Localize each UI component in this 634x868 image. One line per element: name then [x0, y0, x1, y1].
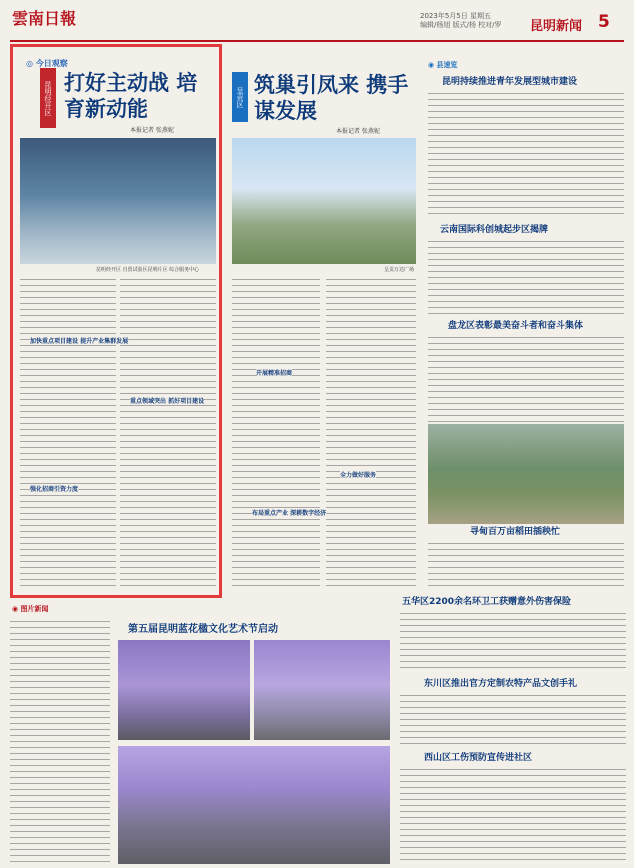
feature-body — [10, 618, 110, 864]
jacaranda-street-photo — [118, 746, 390, 864]
middle-article-byline: 本报记者 张燕妮 — [336, 128, 380, 135]
masthead-rule — [10, 40, 624, 42]
section-name: 昆明新闻 — [530, 19, 583, 34]
lead-article-body-column-1 — [20, 276, 116, 588]
news-body — [428, 540, 624, 590]
news-body — [400, 692, 626, 744]
lead-subheading: 加快重点项目建设 提升产业集群发展 — [30, 338, 129, 345]
middle-subheading: 布局重点产业 深耕数字经济 — [252, 510, 327, 517]
lead-article-body-column-2 — [120, 276, 216, 588]
news-headline[interactable]: 寻甸百万亩稻田插秧忙 — [470, 527, 561, 537]
rice-planting-photo — [428, 424, 624, 524]
middle-article-body-column-1 — [232, 276, 320, 588]
jacaranda-photo — [118, 640, 250, 740]
news-body — [400, 766, 626, 864]
lead-subheading: 重点领域突出 抓好项目建设 — [130, 398, 205, 405]
today-tag: ◎ 今日观察 — [26, 59, 68, 68]
middle-photo-caption: 呈贡万达广场 — [384, 267, 415, 273]
news-headline[interactable]: 西山区工伤预防宣传进社区 — [424, 753, 533, 763]
lead-article-title[interactable]: 打好主动战 培育新动能 — [64, 70, 198, 121]
news-body — [400, 610, 626, 670]
issue-info: 2023年5月5日 星期五 编辑/杨旭 版式/杨 校对/罗 — [420, 12, 502, 29]
news-headline[interactable]: 盘龙区表彰最美奋斗者和奋斗集体 — [448, 321, 584, 331]
news-body — [428, 334, 624, 422]
lead-article-ribbon: 昆明经开区 — [40, 68, 56, 128]
news-body — [428, 238, 624, 314]
page-number: 5 — [598, 12, 610, 32]
newspaper-logo: 雲南日報 — [12, 9, 77, 28]
news-headline[interactable]: 五华区2200余名环卫工获赠意外伤害保险 — [402, 597, 572, 607]
news-headline[interactable]: 东川区推出官方定制农特产品文创手礼 — [424, 679, 578, 689]
middle-article-body-column-2 — [326, 276, 416, 588]
photo-news-label: ◉ 图片新闻 — [12, 605, 49, 613]
lead-subheading: 强化招商引资力度 — [30, 486, 79, 493]
middle-subheading: 开展精准招商 — [256, 370, 293, 377]
news-body — [428, 90, 624, 214]
right-section-label: ◉ 县速览 — [428, 61, 458, 69]
middle-subheading: 全力做好服务 — [340, 472, 377, 479]
jacaranda-photo — [254, 640, 390, 740]
middle-article-photo — [232, 138, 416, 264]
feature-headline[interactable]: 第五届昆明蓝花楹文化艺术节启动 — [128, 624, 278, 635]
news-headline[interactable]: 昆明持续推进青年发展型城市建设 — [442, 77, 578, 87]
middle-article-title[interactable]: 筑巢引凤来 携手谋发展 — [254, 72, 409, 123]
lead-article-photo — [20, 138, 216, 264]
lead-photo-caption: 昆明经开区 自贸试验区昆明片区 综合服务中心 — [96, 267, 200, 273]
lead-article-byline: 本报记者 张燕妮 — [130, 127, 174, 134]
middle-article-ribbon: 呈贡区 — [232, 72, 248, 122]
news-headline[interactable]: 云南国际科创城起步区揭牌 — [440, 225, 549, 235]
